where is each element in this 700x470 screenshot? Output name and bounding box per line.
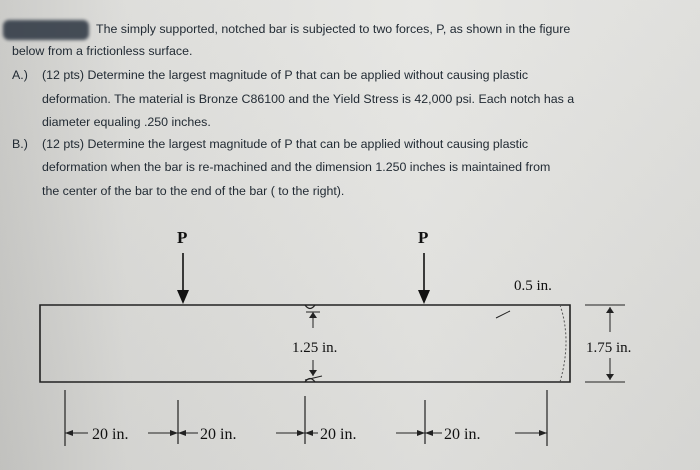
part-a-line-3: diameter equaling .250 inches. [42, 115, 211, 129]
load-arrowhead-right [418, 290, 430, 304]
notch-dim-top-arrow [309, 312, 317, 318]
part-b-line-2: deformation when the bar is re-machined and the dimension 1.250 inches is maintained from [42, 160, 551, 174]
span-arrow-4b [539, 430, 547, 436]
height-dim-upper-arrow [606, 307, 614, 313]
intro-line-1: The simply supported, notched bar is subjected to two forces, P, as shown in the figure [96, 22, 571, 36]
span-arrow-3b [417, 430, 425, 436]
height-dim-lower-arrow [606, 374, 614, 380]
span-arrow-2b [297, 430, 305, 436]
part-a-line-2: deformation. The material is Bronze C86100 and the Yield Stress is 42,000 psi. Each notch has a [42, 92, 575, 106]
redacted-scribble [3, 20, 89, 40]
width-dim-leader [496, 311, 510, 318]
part-b-line-1: (12 pts) Determine the largest magnitude of P that can be applied without causing plastic [42, 137, 529, 151]
span-arrow-1a [65, 430, 73, 436]
height-dim-label: 1.75 in. [586, 340, 632, 356]
part-a-line-1: (12 pts) Determine the largest magnitude of P that can be applied without causing plastic [42, 68, 529, 82]
span-label-3: 20 in. [320, 426, 357, 443]
load-label-left: P [177, 228, 188, 247]
span-label-2: 20 in. [200, 426, 237, 443]
part-b-line-3: the center of the bar to the end of the bar ( to the right). [42, 184, 345, 198]
notch-dim-bottom-arrow [309, 370, 317, 376]
span-label-1: 20 in. [92, 426, 129, 443]
bar-end-detail [560, 305, 566, 382]
part-a-label: A.) [12, 68, 28, 82]
span-arrow-1b [170, 430, 178, 436]
notch-dim-label: 1.25 in. [292, 340, 338, 356]
span-arrow-3a [305, 430, 313, 436]
span-arrow-2a [178, 430, 186, 436]
intro-line-2: below from a frictionless surface. [12, 44, 193, 58]
load-arrowhead-left [177, 290, 189, 304]
width-dim-label: 0.5 in. [514, 278, 552, 294]
span-label-4: 20 in. [444, 426, 481, 443]
load-label-right: P [418, 228, 429, 247]
span-arrow-4a [425, 430, 433, 436]
part-b-label: B.) [12, 137, 28, 151]
beam-figure [0, 200, 700, 470]
